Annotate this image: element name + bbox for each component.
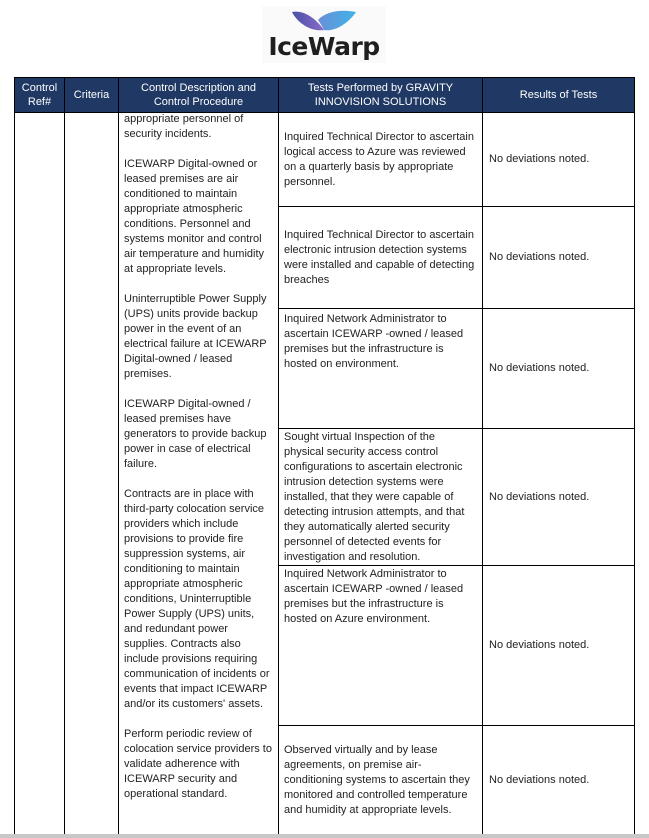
- table-header-row: [15, 78, 635, 113]
- result-cell: No deviations noted.: [483, 566, 635, 726]
- description-paragraph: Uninterruptible Power Supply (UPS) units provide backup power in the event of an electrical failure at ICEWARP Digital-owned / leased premises.: [124, 293, 267, 380]
- criteria-cell: [65, 113, 119, 835]
- control-description-cell: [119, 113, 279, 835]
- page-bottom-edge: [0, 834, 649, 838]
- control-ref-cell: [15, 113, 65, 835]
- description-paragraph: ICEWARP Digital-owned / leased premises have generators to provide backup power in case of electrical failure.: [124, 398, 267, 470]
- test-cell: Sought virtual Inspection of the physical security access control configurations to ascertain electronic intrusion detection systems were installed, that they were capable of detecting intrusion attempts, and that they automatically alerted security personnel of detected events for investigation and resolution.: [279, 429, 483, 566]
- result-cell: No deviations noted.: [483, 726, 635, 835]
- controls-table: [14, 77, 635, 835]
- result-cell: No deviations noted.: [483, 113, 635, 207]
- logo-text: IceWarp: [268, 32, 380, 61]
- description-paragraph: Contracts are in place with third-party colocation service providers which include provisions to provide fire suppression systems, air conditioning to maintain appropriate atmospheric conditions, Uninterruptible Power Supply (UPS) units, and redundant power supplies. Contracts also include provisions requiring communication of incidents or events that impact ICEWARP and/or its customers' assets.: [124, 488, 270, 710]
- test-cell: Inquired Technical Director to ascertain electronic intrusion detection systems were installed and capable of detecting breaches: [279, 207, 483, 309]
- table-row: [15, 113, 635, 207]
- result-cell: No deviations noted.: [483, 429, 635, 566]
- test-cell: Observed virtually and by lease agreements, on premise air-conditioning systems to ascertain they monitored and controlled temperature and humidity at appropriate levels.: [279, 726, 483, 835]
- header-results: Results of Tests: [483, 78, 635, 113]
- description-paragraph: Perform periodic review of colocation service providers to validate adherence with ICEWARP security and operational standard.: [124, 728, 272, 800]
- result-cell: No deviations noted.: [483, 207, 635, 309]
- header-criteria: Criteria: [65, 78, 119, 113]
- icewarp-wings-icon: [288, 8, 360, 34]
- result-cell: No deviations noted.: [483, 309, 635, 429]
- header-tests-performed: Tests Performed by GRAVITY INNOVISION SOLUTIONS: [279, 78, 483, 113]
- test-cell: Inquired Network Administrator to ascertain ICEWARP -owned / leased premises but the infrastructure is hosted on environment.: [279, 309, 483, 429]
- description-paragraph: appropriate personnel of security incidents.: [124, 113, 244, 140]
- header-control-ref: Control Ref#: [15, 78, 65, 113]
- test-cell: Inquired Technical Director to ascertain logical access to Azure was reviewed on a quarterly basis by appropriate personnel.: [279, 113, 483, 207]
- header-control-description: Control Description and Control Procedure: [119, 78, 279, 113]
- description-paragraph: ICEWARP Digital-owned or leased premises are air conditioned to maintain appropriate atmospheric conditions. Personnel and systems monitor and control air temperature and humidity at appropriate levels.: [124, 158, 265, 275]
- test-cell: Inquired Network Administrator to ascertain ICEWARP -owned / leased premises but the infrastructure is hosted on Azure environment.: [279, 566, 483, 726]
- icewarp-logo: [262, 6, 386, 63]
